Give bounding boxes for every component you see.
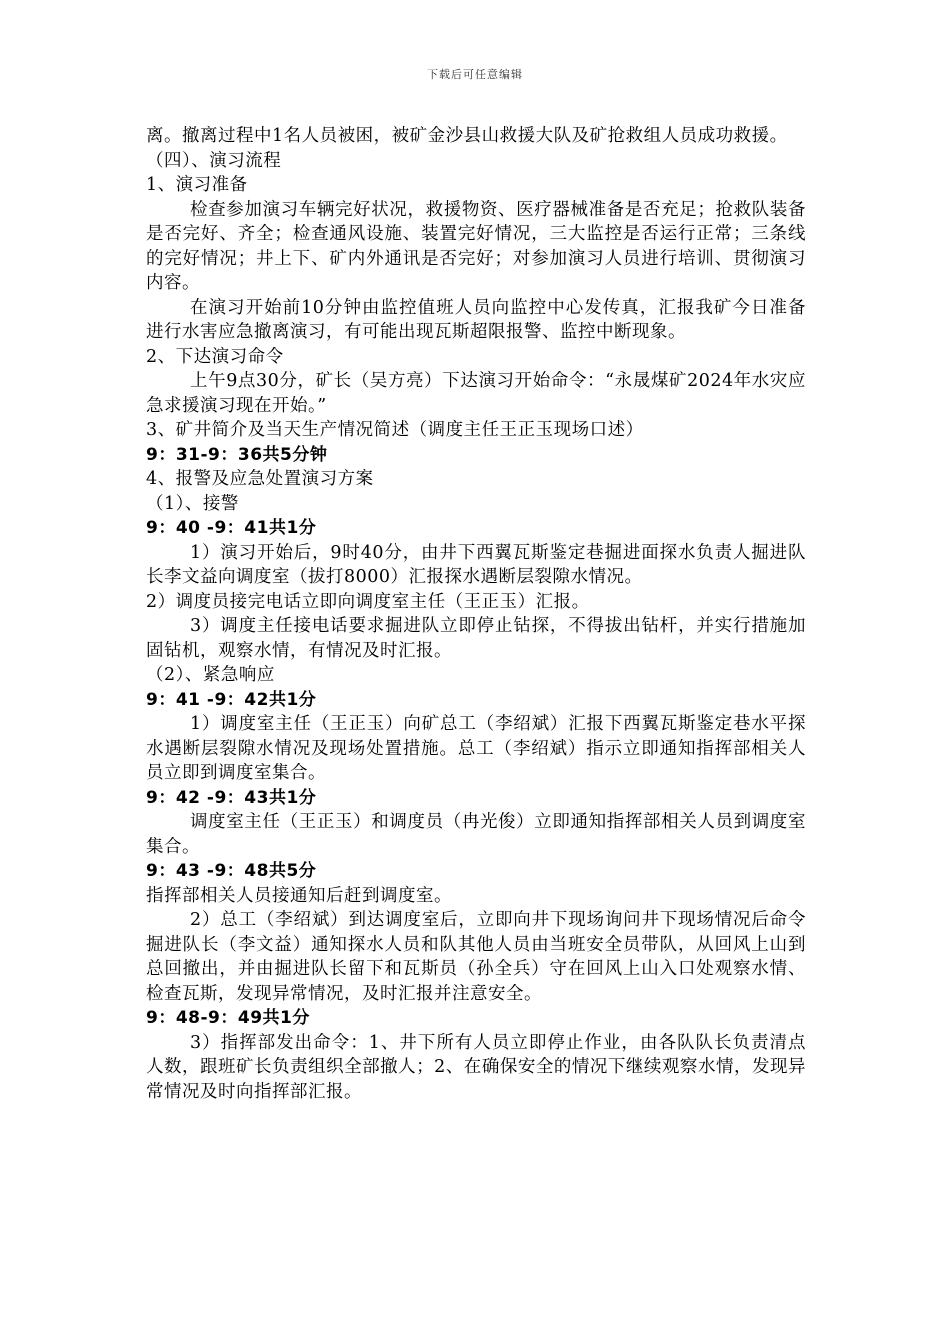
time-marker: 9：31-9：36共5分钟 bbox=[146, 444, 328, 465]
paragraph: 调度室主任（王正玉）和调度员（冉光俊）立即通知指挥部相关人员到调度室集合。 bbox=[146, 812, 806, 857]
paragraph: 1）演习开始后，9时40分，由井下西翼瓦斯鉴定巷掘进面探水负责人掘进队长李文益向调度室（拔打8000）汇报探水遇断层裂隙水情况。 bbox=[146, 542, 806, 587]
time-marker: 9：42 -9：43共1分 bbox=[146, 787, 317, 808]
paragraph: 离。撤离过程中1名人员被困，被矿金沙县山救援大队及矿抢救组人员成功救援。 bbox=[146, 126, 788, 146]
subsection-heading: 2、下达演习命令 bbox=[146, 346, 284, 367]
time-marker: 9：48-9：49共1分 bbox=[146, 1008, 310, 1028]
paragraph: 3）调度主任接电话要求掘进队立即停止钻探，不得拔出钻杆，并实行措施加固钻机，观察水情，有情况及时汇报。 bbox=[146, 616, 806, 661]
section-heading: （四）、演习流程 bbox=[146, 150, 282, 171]
paragraph: 检查参加演习车辆完好状况，救援物资、医疗器械准备是否充足；抢救队装备是否完好、齐全；检查通风设施、装置完好情况，三大监控是否运行正常；三条线的完好情况；井上下、矿内外通讯是否完好；对参加演习人员进行培训、贯彻演习内容。 bbox=[146, 199, 806, 293]
paragraph: 2）调度员接完电话立即向调度室主任（王正玉）汇报。 bbox=[146, 591, 590, 612]
paragraph: 3）指挥部发出命令：1、井下所有人员立即停止作业，由各队队长负责清点人数，跟班矿长负责组织全部撤人；2、在确保安全的情况下继续观察水情，发现异常情况及时向指挥部汇报。 bbox=[146, 1032, 806, 1102]
paragraph: 2）总工（李绍斌）到达调度室后，立即向井下现场询问井下现场情况后命令掘进队长（李文益）通知探水人员和队其他人员由当班安全员带队，从回风上山到总回撤出，并由掘进队长留下和瓦斯员（孙全兵）守在回风上山入口处观察水情、检查瓦斯，发现异常情况，及时汇报并注意安全。 bbox=[146, 910, 806, 1004]
subsection-heading: 4、报警及应急处置演习方案 bbox=[146, 469, 374, 489]
subsection-heading: （2）、紧急响应 bbox=[146, 665, 275, 685]
time-marker: 9：43 -9：48共5分 bbox=[146, 861, 317, 881]
page-header: 下载后可任意编辑 bbox=[427, 68, 523, 81]
paragraph: 上午9点30分，矿长（吴方亮）下达演习开始命令：“永晟煤矿2024年水灾应急求援演习现在开始。” bbox=[146, 371, 806, 416]
time-marker: 9：41 -9：42共1分 bbox=[146, 689, 317, 710]
subsection-heading: 1、演习准备 bbox=[146, 175, 248, 195]
paragraph: 1）调度室主任（王正玉）向矿总工（李绍斌）汇报下西翼瓦斯鉴定巷水平探水遇断层裂隙水情况及现场处置措施。总工（李绍斌）指示立即通知指挥部相关人员立即到调度室集合。 bbox=[146, 714, 806, 783]
paragraph: 在演习开始前10分钟由监控值班人员向监控中心发传真，汇报我矿今日准备进行水害应急撤离演习，有可能出现瓦斯超限报警、监控中断现象。 bbox=[146, 297, 806, 342]
paragraph: 指挥部相关人员接通知后赶到调度室。 bbox=[146, 885, 452, 906]
time-marker: 9：40 -9：41共1分 bbox=[146, 518, 317, 538]
subsection-heading: （1）、接警 bbox=[146, 493, 239, 514]
document-body bbox=[146, 124, 806, 1104]
subsection-heading: 3、矿井简介及当天生产情况简述（调度主任王正玉现场口述） bbox=[146, 420, 644, 440]
